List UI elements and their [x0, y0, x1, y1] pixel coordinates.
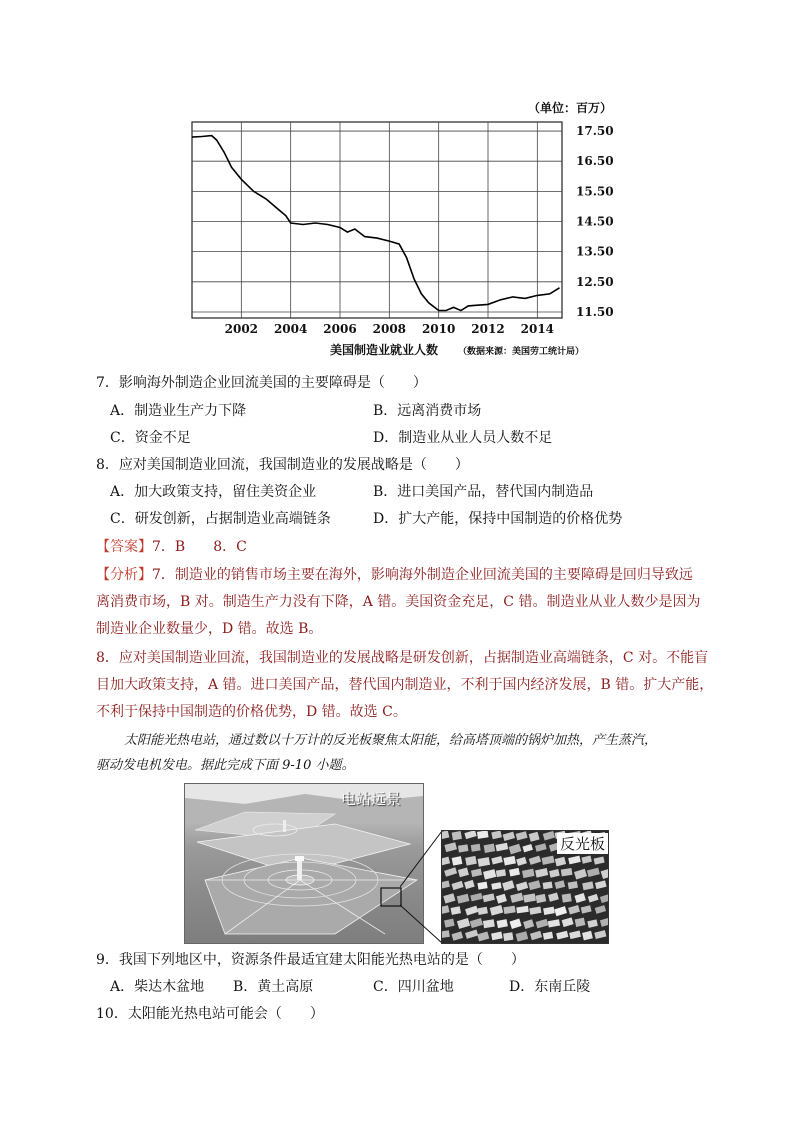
x-tick-label: 2014	[520, 322, 555, 336]
reflector-panel	[562, 917, 574, 927]
reflector-panel	[516, 831, 528, 840]
y-tick-label: 17.50	[576, 124, 614, 139]
reflector-panel	[510, 893, 523, 903]
reflector-panel	[452, 831, 462, 840]
line-chart	[180, 96, 620, 358]
reflector-panel	[491, 856, 503, 865]
reflector-panel	[530, 931, 542, 940]
reflector-panel	[569, 930, 581, 939]
chart-title: 美国制造业就业人数	[330, 343, 439, 357]
question-7-option-b: B．远离消费市场	[373, 403, 482, 419]
question-7-option-a: A．制造业生产力下降	[110, 403, 247, 419]
analysis-line-6: 不利于保持中国制造的价格优势，D 错。故选 C。	[96, 704, 407, 720]
reflector-panel	[503, 856, 516, 866]
question-8-stem: 8．应对美国制造业回流，我国制造业的发展战略是（ ）	[96, 457, 469, 473]
reflector-panel	[483, 869, 496, 879]
reflector-panel	[465, 929, 478, 938]
question-9-option-b: B．黄土高原	[233, 979, 314, 995]
question-7-option-d: D．制造业从业人员人数不足	[373, 430, 553, 446]
reflector-panel	[451, 906, 461, 915]
reflector-panel	[491, 831, 502, 839]
reflector-panel	[503, 906, 515, 914]
reflector-panel	[464, 831, 476, 839]
reflector-panel	[483, 919, 495, 928]
reflector-panel	[465, 856, 477, 866]
reflector-panel	[543, 932, 553, 940]
reflector-panel	[444, 919, 455, 928]
reflector-panel	[543, 831, 555, 840]
reflector-panel	[516, 881, 528, 891]
reflector-panel	[568, 856, 581, 865]
reflector-panel	[529, 832, 540, 842]
reflector-panel	[548, 893, 559, 902]
zoom-photo-label: 反光板	[557, 833, 608, 854]
question-9-option-a: A．柴达木盆地	[110, 979, 205, 995]
reflector-panel	[600, 894, 608, 903]
reflector-panel	[478, 857, 491, 867]
reflector-photo	[441, 830, 609, 944]
reflector-panel	[490, 905, 504, 916]
reflector-panel	[543, 907, 555, 915]
reflector-panel	[548, 919, 560, 927]
power-station-photo	[184, 783, 424, 944]
reflector-panel	[575, 918, 586, 927]
reflector-panel	[587, 868, 600, 877]
y-tick-label: 15.50	[576, 184, 614, 199]
question-9-option-c: C．四川盆地	[373, 979, 454, 995]
reflector-panel	[483, 893, 495, 902]
reflector-panel	[535, 843, 547, 852]
reflector-panel	[568, 905, 580, 914]
question-9-option-d: D．东南丘陵	[509, 979, 591, 995]
reflector-panel	[595, 905, 606, 914]
reflector-panel	[554, 906, 567, 916]
analysis-line-4: 8．应对美国制造业回流，我国制造业的发展战略是研发创新，占据制造业高端链条，C 对。不能盲	[96, 650, 709, 666]
reflector-panel	[568, 881, 578, 889]
reflector-panel	[535, 894, 546, 903]
reflector-panel	[581, 856, 591, 864]
reflector-panel	[542, 856, 555, 865]
reflector-panel	[442, 857, 450, 866]
reflector-panel	[491, 882, 501, 890]
reflector-panel	[444, 867, 457, 876]
reflector-panel	[452, 931, 464, 940]
reflector-panel	[516, 906, 529, 914]
question-7-option-c: C．资金不足	[110, 430, 191, 446]
x-tick-label: 2012	[471, 322, 505, 336]
reflector-panel	[562, 893, 572, 902]
chart-source: （数据来源：美国劳工统计局）	[458, 347, 585, 357]
question-10-stem: 10．太阳能光热电站可能会（ ）	[96, 1006, 324, 1022]
reflector-panel	[535, 868, 548, 878]
reflector-panel	[443, 893, 455, 903]
reflector-panel	[465, 906, 478, 916]
reflector-panel	[581, 905, 592, 913]
y-tick-label: 13.50	[576, 244, 614, 259]
reflector-panel	[502, 880, 515, 891]
reflector-panel	[516, 857, 527, 866]
reflector-panel	[561, 868, 573, 876]
reflector-panel	[470, 918, 483, 928]
unit-label: （单位：百万）	[527, 101, 612, 115]
reflector-panel	[582, 881, 594, 890]
reflector-panel	[574, 869, 587, 880]
reflector-panel	[556, 931, 568, 940]
analysis-line-3: 制造业企业数量少，D 错。故选 B。	[96, 621, 323, 637]
reflector-panel	[529, 856, 541, 865]
reflector-panel	[496, 869, 506, 877]
reflector-panel	[503, 832, 515, 841]
reflector-panel	[458, 844, 468, 852]
reflector-panel	[516, 931, 529, 941]
question-9-stem: 9．我国下列地区中，资源条件最适宜建太阳能光热电站的是（ ）	[96, 952, 525, 968]
question-8-option-b: B．进口美国产品，替代国内制造品	[373, 484, 594, 500]
reflector-panel	[477, 882, 487, 890]
reflector-panel	[484, 844, 496, 853]
reflector-panel	[523, 919, 534, 929]
y-tick-label: 16.50	[576, 154, 614, 169]
reflector-panel	[457, 894, 470, 904]
reflector-panel	[509, 844, 522, 855]
reflector-panel	[444, 842, 457, 852]
reflector-panel	[442, 831, 449, 840]
employment-chart	[180, 96, 620, 358]
reflector-panel	[491, 932, 503, 941]
reflector-panel	[471, 844, 481, 852]
reflector-panel	[594, 930, 606, 939]
reflector-panel	[497, 919, 508, 928]
reflector-panel	[555, 880, 566, 889]
reflector-panel	[470, 893, 482, 902]
reflector-panel	[503, 932, 513, 941]
question-8-option-d: D．扩大产能，保持中国制造的价格优势	[373, 511, 623, 527]
reflector-panel	[442, 881, 450, 889]
question-7-stem: 7．影响海外制造企业回流美国的主要障碍是（ ）	[96, 375, 427, 391]
reflector-panel	[510, 918, 522, 928]
reflector-panel	[464, 880, 475, 889]
analysis-tag: 【分析】	[96, 567, 152, 583]
answer-text: 7．B 8．C	[152, 539, 247, 555]
reflector-panel	[451, 881, 463, 890]
reflector-panel	[471, 869, 482, 877]
reflector-panel	[587, 919, 598, 928]
answer-tag: 【答案】	[96, 539, 152, 555]
reflector-panel	[523, 893, 536, 902]
reflector-panel	[600, 917, 608, 927]
reflector-panel	[496, 894, 507, 904]
reflector-panel	[509, 868, 520, 877]
reflector-panel	[477, 831, 489, 839]
reflector-panel	[528, 880, 541, 890]
plot-frame	[192, 122, 562, 318]
y-tick-label: 14.50	[576, 214, 614, 229]
analysis-line-5: 目加大政策支持，A 错。进口美国产品，替代国内制造业，不利于国内经济发展，B 错。扩大产能，	[96, 677, 714, 693]
series-line	[192, 136, 560, 311]
reflector-panel	[458, 867, 469, 877]
reflector-panel	[529, 906, 541, 914]
reflector-panel	[543, 881, 553, 889]
analysis-text-1: 7．制造业的销售市场主要在海外，影响海外制造企业回流美国的主要障碍是回归导致远	[152, 567, 693, 583]
reflector-panel	[442, 905, 450, 914]
reflector-panel	[582, 931, 593, 941]
question-8-option-c: C．研发创新，占据制造业高端链条	[110, 511, 331, 527]
intro-line-2: 驱动发电机发电。据此完成下面 9-10 小题。	[96, 758, 355, 773]
x-tick-label: 2002	[224, 322, 259, 336]
intro-line-1: 太阳能光热电站，通过数以十万计的反光板聚焦太阳能，给高塔顶端的锅炉加热，产生蒸汽，	[124, 733, 658, 748]
question-8-option-a: A．加大政策支持，留住美资企业	[110, 484, 317, 500]
reflector-panel	[522, 869, 535, 878]
reflector-panel	[522, 844, 533, 852]
reflector-panel	[457, 918, 470, 929]
reflector-panel	[601, 868, 608, 879]
answer-line	[96, 537, 247, 557]
x-tick-label: 2004	[273, 322, 308, 336]
main-photo-label: 电站远景	[341, 790, 402, 808]
zoom-connector	[400, 823, 446, 948]
x-tick-label: 2010	[421, 322, 456, 336]
y-tick-label: 12.50	[576, 274, 614, 289]
y-tick-label: 11.50	[576, 304, 614, 319]
reflector-panel	[442, 930, 450, 938]
reflector-panel	[536, 919, 549, 928]
reflector-panel	[495, 843, 508, 852]
analysis-line-1	[96, 565, 693, 585]
analysis-line-2: 离消费市场，B 对。制造生产力没有下降，A 错。美国资金充足，C 错。制造业从业人数少是因为	[96, 594, 701, 610]
reflector-panel	[477, 907, 487, 915]
reflector-panel	[594, 856, 605, 864]
reflector-panel	[452, 856, 463, 865]
reflector-panel	[574, 893, 585, 903]
x-tick-label: 2006	[323, 322, 357, 336]
reflector-panel	[595, 880, 607, 889]
reflector-panel	[477, 931, 489, 941]
reflector-panel	[555, 857, 566, 867]
x-tick-label: 2008	[372, 322, 407, 336]
reflector-panel	[588, 894, 599, 903]
reflector-panel	[549, 869, 560, 878]
